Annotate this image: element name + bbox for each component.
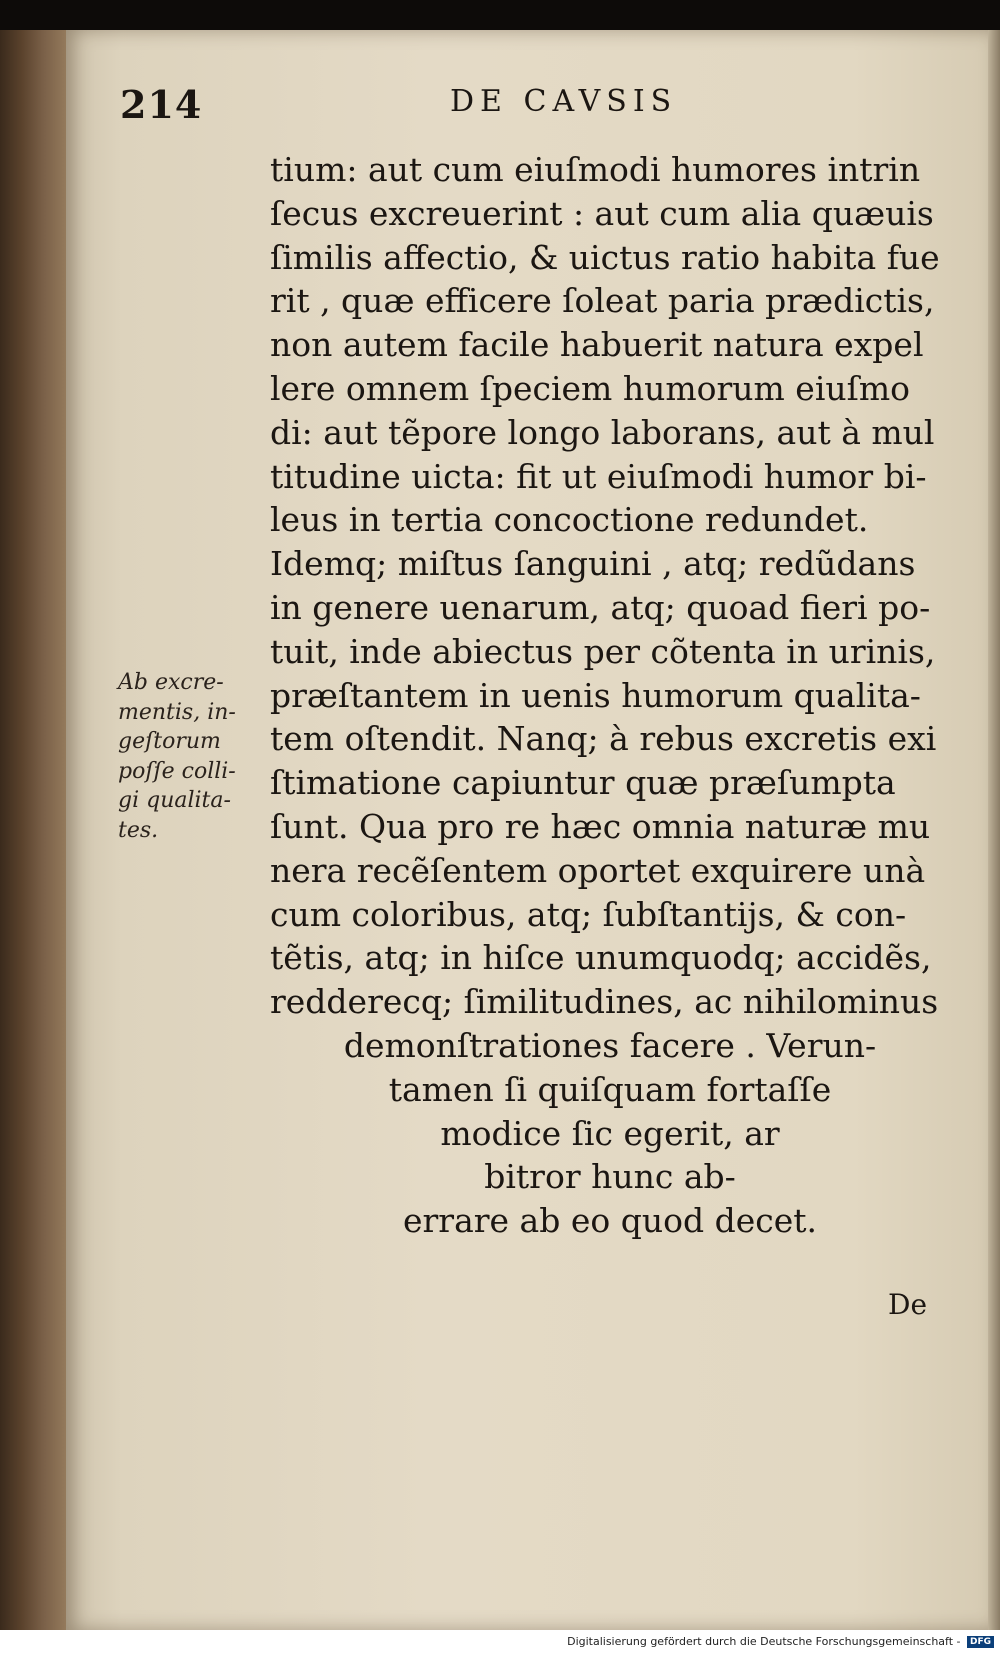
text-line: rit , quæ efficere ſoleat paria prædictis, — [270, 281, 935, 321]
marginal-line: Ab excre- — [118, 670, 224, 695]
text-line: non autem facile habuerit natura expel — [270, 325, 924, 365]
text-line: tẽtis, atq; in hiſce unumquodq; accidẽs, — [270, 938, 932, 978]
text-line: lere omnem ſpeciem humorum eiuſmo — [270, 368, 911, 408]
text-line: di: aut tẽpore longo laborans, aut à mul — [270, 412, 935, 452]
running-head — [120, 82, 760, 142]
footer-credit-text: Digitalisierung gefördert durch die Deutsche Forschungsgemeinschaft - — [567, 1635, 961, 1648]
dfg-logo: DFG — [967, 1636, 994, 1648]
text-line: ſecus excreuerint : aut cum alia quæuis — [270, 193, 934, 233]
marginal-line: mentis, in- — [118, 699, 236, 725]
marginal-note — [118, 668, 268, 845]
text-line-centered: errare ab eo quod decet. — [403, 1201, 817, 1241]
marginal-line: poſſe colli- — [118, 758, 236, 784]
text-line: ſtimatione capiuntur quæ præſumpta — [270, 763, 896, 803]
running-title: DE CAVSIS — [450, 84, 678, 119]
footer-credit — [567, 1635, 994, 1648]
page-number: 214 — [120, 82, 203, 127]
text-line: in genere uenarum, atq; quoad fieri po- — [270, 587, 931, 627]
text-line-centered: bitror hunc ab- — [484, 1157, 736, 1197]
text-line: leus in tertia concoctione redundet. — [270, 500, 869, 540]
text-line: nera recẽſentem oportet exquirere unà — [270, 850, 926, 890]
text-line-centered: tamen ſi quiſquam fortaſſe — [388, 1069, 832, 1109]
text-line: titudine uicta: fit ut eiuſmodi humor bi- — [270, 456, 927, 496]
marginal-line: gi qualita- — [118, 788, 231, 813]
text-line: ſimilis affectio, & uictus ratio habita fue — [270, 237, 940, 277]
book-spine — [0, 30, 72, 1630]
text-line: redderecq; ſimilitudines, ac nihilominus — [270, 982, 939, 1022]
body-text — [270, 148, 950, 1243]
marginal-line: tes. — [118, 817, 159, 843]
text-line-centered: modice ſic egerit, ar — [440, 1113, 780, 1153]
catchword: De — [888, 1288, 928, 1321]
text-line: cum coloribus, atq; ſubſtantijs, & con- — [270, 894, 907, 934]
text-line: ſunt. Qua pro re hæc omnia naturæ mu — [270, 806, 931, 846]
text-line: Idemq; miſtus ſanguini , atq; redũdans — [270, 544, 916, 584]
marginal-line: geſtorum — [118, 729, 221, 754]
text-line: præſtantem in uenis humorum qualita- — [270, 675, 921, 715]
page-edge — [988, 30, 1000, 1630]
text-line: tem oſtendit. Nanq; à rebus excretis exi — [270, 719, 937, 759]
digitization-footer — [0, 1630, 1000, 1656]
text-line: tium: aut cum eiuſmodi humores intrin — [270, 150, 921, 189]
text-line-centered: demonſtrationes facere . Verun- — [343, 1025, 877, 1065]
text-line: tuit, inde abiectus per cõtenta in urinis, — [270, 631, 936, 671]
